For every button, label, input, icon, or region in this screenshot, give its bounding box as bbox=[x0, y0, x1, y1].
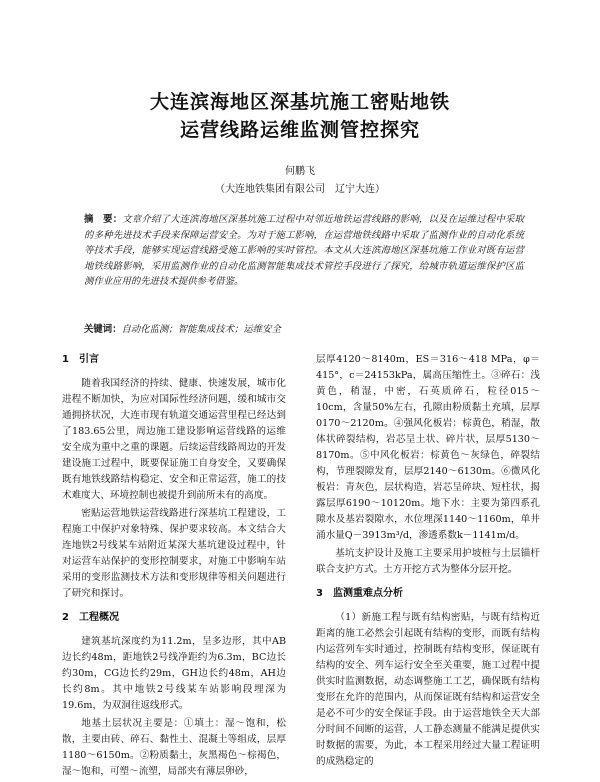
paragraph: 地基土层状况主要是：①填土：湿～饱和，松散，主要由砖、碎石、黏性土、混凝土等组成，层厚1180～6150m。②粉质黏土，灰黑褐色～棕褐色，湿～饱和，可塑～流塑，局部夹有薄层卵砂， bbox=[62, 718, 286, 777]
keywords-text: 自动化监测；智能集成技术；运维安全 bbox=[121, 324, 281, 335]
title-line-2: 运营线路运维监测管控探究 bbox=[179, 119, 420, 141]
left-column bbox=[62, 352, 286, 782]
abstract-text: 文章介绍了大连滨海地区深基坑施工过程中对邻近地铁运营线路的影响，以及在运维过程中采取的多种先进技术手段来保障运营安全。为对于施工影响，在运营地铁线路中采取了监测作业的自动化系统等技术手段，能够实现运营线路受施工影响的实时管控。本文从大连滨海地区深基坑施工作业对既有运营地铁线路影响，采用监测作业的自动化监测智能集成技术管控手段进行了探究，给城市轨道运维保护区监测作业应用的先进技术提供参考借鉴。 bbox=[84, 214, 524, 288]
section-heading-introduction: 1 引言 bbox=[62, 354, 99, 365]
paragraph: 随着我国经济的持续、健康、快速发展，城市化进程不断加快，为应对国际性经济问题，缓和城市交通拥挤状况，大连市现有轨道交通运营里程已经达到了183.65公里，周边施工建设影响运营线路的运维安全成为重中之重的课题。后续运营线路周边的开发建设施工过程中，既要保证施工自身安全，又要确保既有地铁线路结构稳定、安全和正常运营，施工的技术难度大、环境控制也被提升到前所未有的高度。 bbox=[62, 378, 286, 501]
paragraph: 基坑支护设计及施工主要采用护坡桩与土层锚杆联合支护方式。土方开挖方式为整体分层开挖。 bbox=[316, 548, 540, 575]
paragraph: 建筑基坑深度约为11.2m，呈多边形，其中AB边长约48m，距地铁2号线净距约为6.3m，BC边长约30m，CG边长约29m，GH边长约48m，AH边长约8m。其中地铁2号线某车站影响段埋深为19.6m，为双洞往返线形式。 bbox=[62, 636, 286, 711]
keywords bbox=[84, 321, 524, 335]
right-column bbox=[316, 352, 540, 772]
keywords-label: 关键词： bbox=[84, 324, 122, 335]
paragraph: 层厚4120～8140m，ES＝316～418 MPa，φ＝415°，c＝24153kPa，属高压缩性土。③碎石：浅黄色，稍湿，中密，石英质碎石，粒径015～10cm，含量50%左右，孔隙由粉质黏土充填，层厚0170～2120m。④强风化板岩：棕黄色，稍湿，散体状碎裂结构，岩芯呈土状、碎片状，层厚5130～8170m。⑤中风化板岩：棕黄色～灰绿色，碎裂结构，节理裂隙发育，层厚2140～6130m。⑥微风化板岩：青灰色，层状构造，岩芯呈碎块、短柱状，揭露层厚6190～10120m。地下水：主要为第四系孔隙水及基岩裂隙水，水位埋深1140～1160m，单井涌水量Q－3913m³/d，渗透系数k－1141m/d。 bbox=[316, 354, 540, 541]
affiliation: （大连地铁集团有限公司 辽宁大连） bbox=[215, 184, 385, 195]
paragraph: 密贴运营地铁运营线路进行深基坑工程建设，工程施工中保护对象特殊、保护要求较高。本文结合大连地铁2号线某车站附近某深大基坑建设过程中，针对运营车站保护的变形控制要求，对施工中影响车站采用的变形监测技术方法和变形规律等相关问题进行了研究和探讨。 bbox=[62, 508, 286, 599]
paragraph: （1）新施工程与既有结构密贴，与既有结构近距离的施工必然会引起既有结构的变形，而既有结构内运营列车实时通过，控制既有结构变形，保证既有结构的安全、列车运行安全至关重要，施工过程中提供实时监测数据，动态调整施工工艺，确保既有结构变形在允许的范围内，从而保证既有结构和运营安全是必不可少的安全保证手段。由于运营地铁全天大部分时间不间断的运营，人工静态测量不能满足提供实时数据的需要，为此，本工程采用经过大量工程证明的成熟稳定的 bbox=[316, 612, 540, 767]
section-heading-monitoring-difficulties: 3 监测重难点分析 bbox=[316, 588, 403, 599]
section-heading-project-overview: 2 工程概况 bbox=[62, 612, 119, 623]
author: 何鹏飞 bbox=[285, 166, 315, 177]
title-line-1: 大连滨海地区深基坑施工密贴地铁 bbox=[149, 91, 450, 113]
abstract bbox=[84, 212, 524, 290]
abstract-label: 摘 要： bbox=[84, 214, 123, 225]
